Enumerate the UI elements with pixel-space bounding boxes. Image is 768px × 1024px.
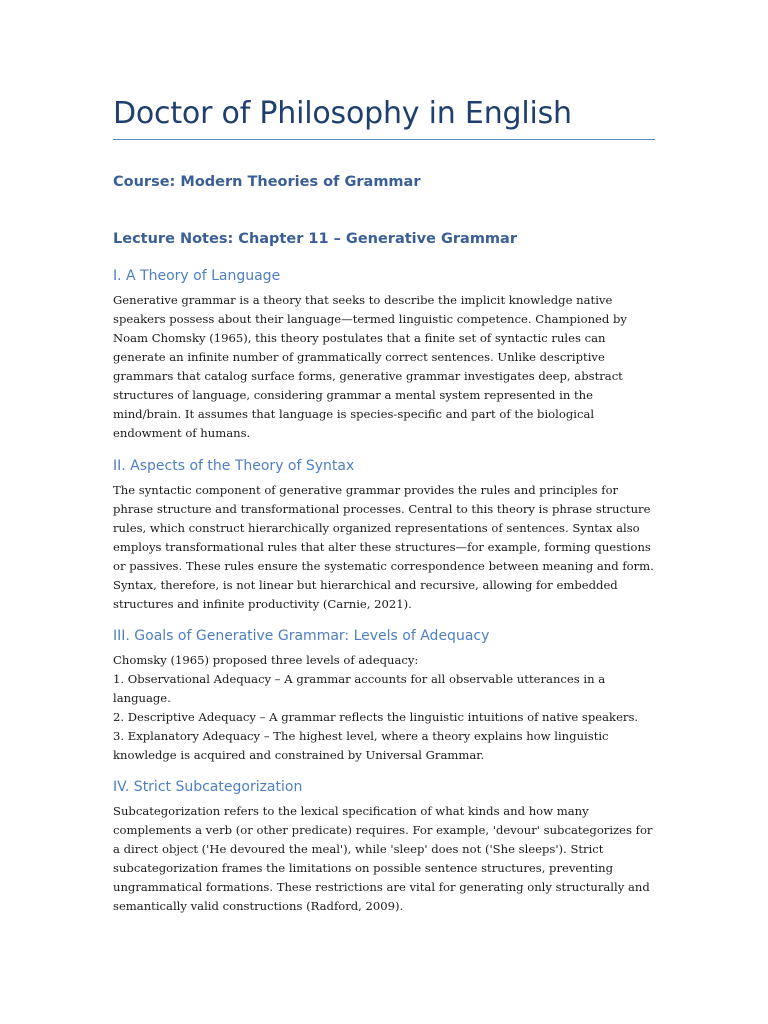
- section-heading: II. Aspects of the Theory of Syntax: [113, 458, 355, 474]
- title-divider: [113, 139, 655, 140]
- section-heading: III. Goals of Generative Grammar: Levels of Adequacy: [113, 628, 490, 644]
- section-body: Generative grammar is a theory that seeks to describe the implicit knowledge native speakers possess about their language—termed linguistic competence. Championed by Noam Chomsky (1965), this theory postulates that a finite set of syntactic rules can generate an infinite number of grammatically correct sentences. Unlike descriptive grammars that catalog surface forms, generative grammar investigates deep, abstract structures of language, considering grammar a mental system represented in the mind/brain. It assumes that language is species-specific and part of the biological endowment of humans.: [113, 293, 627, 440]
- document-title: Doctor of Philosophy in English: [113, 96, 572, 131]
- section-strict-subcategorization: [113, 776, 655, 916]
- section-heading: IV. Strict Subcategorization: [113, 779, 303, 795]
- section-body: Subcategorization refers to the lexical specification of what kinds and how many complements a verb (or other predicate) requires. For example, 'devour' subcategorizes for a direct object ('He devoured the meal'), while 'sleep' does not ('She sleeps'). Strict subcategorization frames the limitations on possible sentence structures, preventing ungrammatical formations. These restrictions are vital for generating only structurally and semantically valid constructions (Radford, 2009).: [113, 804, 653, 913]
- course-heading: Course: Modern Theories of Grammar: [113, 174, 421, 190]
- chapter-heading: Lecture Notes: Chapter 11 – Generative Grammar: [113, 231, 517, 247]
- section-body: The syntactic component of generative grammar provides the rules and principles for phrase structure and transformational processes. Central to this theory is phrase structure rules, which construct hierarchically organized representations of sentences. Syntax also employs transformational rules that alter these structures—for example, forming questions or passives. These rules ensure the systematic correspondence between meaning and form. Syntax, therefore, is not linear but hierarchical and recursive, allowing for embedded structures and infinite productivity (Carnie, 2021).: [113, 483, 654, 611]
- section-body: Chomsky (1965) proposed three levels of adequacy: 1. Observational Adequacy – A grammar accounts for all observable utterances in a language. 2. Descriptive Adequacy – A grammar reflects the linguistic intuitions of native speakers. 3. Explanatory Adequacy – The highest level, where a theory explains how linguistic knowledge is acquired and constrained by Universal Grammar.: [113, 653, 639, 762]
- section-aspects-of-syntax: [113, 455, 655, 614]
- section-theory-of-language: [113, 265, 655, 443]
- section-heading: I. A Theory of Language: [113, 268, 281, 284]
- section-levels-of-adequacy: [113, 625, 655, 765]
